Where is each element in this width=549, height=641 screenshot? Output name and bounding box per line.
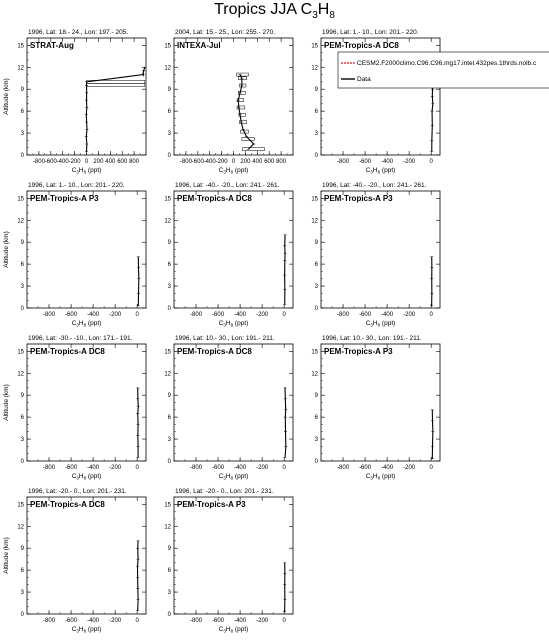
x-axis-label-part: H bbox=[225, 320, 231, 327]
y-tick-label: 0 bbox=[314, 459, 318, 465]
y-tick-label: 6 bbox=[167, 262, 171, 269]
panel-header: 1996, Lat: 10.- 30., Lon: 191.- 211. bbox=[175, 335, 275, 342]
x-tick-label: 0 bbox=[135, 618, 139, 624]
plot-area bbox=[85, 67, 147, 151]
x-tick-label: -400 bbox=[381, 159, 394, 165]
x-tick-label: 0 bbox=[282, 618, 286, 624]
x-axis-label bbox=[219, 320, 249, 328]
x-axis-label bbox=[72, 320, 102, 328]
x-axis-label-part: (ppt) bbox=[86, 473, 102, 480]
x-axis-label-part: (ppt) bbox=[380, 167, 396, 174]
x-axis-label-part: C bbox=[365, 167, 371, 174]
x-axis-label-part: 3 bbox=[76, 628, 79, 634]
data-range-box bbox=[87, 83, 145, 86]
y-tick-label: 3 bbox=[314, 284, 318, 291]
x-tick-label: 0 bbox=[135, 465, 139, 471]
x-tick-label: 0 bbox=[429, 312, 433, 318]
data-range-box bbox=[242, 148, 264, 151]
panel-7 bbox=[3, 335, 146, 481]
x-axis-label-part: C bbox=[218, 626, 224, 633]
campaign-label: PEM-Tropics-A DC8 bbox=[324, 41, 399, 50]
panel-header: 1996, Lat: -20.- 0., Lon: 201.- 231. bbox=[175, 488, 274, 495]
x-tick-label: 200 bbox=[240, 159, 251, 165]
data-profile-line bbox=[285, 388, 286, 457]
x-axis-label bbox=[72, 167, 102, 175]
x-tick-label: -400 bbox=[56, 159, 69, 165]
y-tick-label: 6 bbox=[20, 568, 24, 575]
x-tick-label: -800 bbox=[190, 618, 203, 624]
x-tick-label: -800 bbox=[179, 159, 192, 165]
y-tick-label: 12 bbox=[17, 371, 24, 378]
y-tick-label: 12 bbox=[164, 524, 171, 531]
y-tick-label: 15 bbox=[17, 349, 24, 356]
x-axis-label-part: H bbox=[78, 626, 84, 633]
panel-header: 1996, Lat: 1.- 10., Lon: 201.- 220. bbox=[322, 29, 419, 36]
x-axis-label-part: 3 bbox=[223, 322, 226, 328]
plot-area bbox=[236, 73, 264, 151]
legend bbox=[338, 52, 549, 88]
x-tick-label: -600 bbox=[65, 618, 78, 624]
x-axis-label-part: C bbox=[365, 320, 371, 327]
campaign-label: INTEXA-Jul bbox=[177, 41, 221, 50]
x-axis-label-part: 3 bbox=[370, 169, 373, 175]
x-axis-label-part: C bbox=[71, 626, 77, 633]
y-axis-label: Altitude (km) bbox=[3, 231, 10, 268]
data-profile-line bbox=[138, 388, 139, 457]
x-tick-label: -600 bbox=[359, 159, 372, 165]
x-tick-label: -200 bbox=[403, 159, 416, 165]
x-axis-label-part: C bbox=[71, 320, 77, 327]
x-tick-label: -600 bbox=[44, 159, 57, 165]
y-tick-label: 6 bbox=[314, 415, 318, 422]
x-tick-label: -200 bbox=[215, 159, 228, 165]
x-axis-label-part: (ppt) bbox=[233, 626, 249, 633]
y-tick-label: 15 bbox=[164, 349, 171, 356]
y-tick-label: 0 bbox=[167, 459, 171, 465]
y-tick-label: 15 bbox=[164, 196, 171, 203]
x-axis-label-part: C bbox=[365, 473, 371, 480]
x-tick-label: 0 bbox=[84, 159, 89, 165]
x-axis-label bbox=[219, 473, 249, 481]
x-axis-label-part: C bbox=[218, 473, 224, 480]
x-axis-label-part: 3 bbox=[223, 475, 226, 481]
panel-6 bbox=[311, 182, 440, 328]
x-tick-label: -400 bbox=[203, 159, 216, 165]
plot-area bbox=[136, 541, 140, 610]
y-tick-label: 9 bbox=[20, 546, 24, 553]
plot-frame bbox=[321, 344, 440, 461]
x-axis-label-part: (ppt) bbox=[233, 320, 249, 327]
x-tick-label: -200 bbox=[256, 312, 269, 318]
x-tick-label: -600 bbox=[359, 312, 372, 318]
panel-5 bbox=[164, 182, 293, 328]
y-tick-label: 6 bbox=[314, 262, 318, 269]
y-tick-label: 15 bbox=[17, 43, 24, 50]
x-tick-label: -600 bbox=[212, 618, 225, 624]
legend-data-label: Data bbox=[357, 76, 371, 83]
x-tick-label: -400 bbox=[87, 465, 100, 471]
x-tick-label: 800 bbox=[276, 159, 287, 165]
x-axis-label bbox=[219, 626, 249, 634]
x-axis-label-part: (ppt) bbox=[233, 167, 249, 174]
panel-1 bbox=[3, 29, 146, 175]
x-tick-label: -600 bbox=[212, 465, 225, 471]
x-axis-label-part: (ppt) bbox=[86, 626, 102, 633]
panel-header: 1996, Lat: -20.- 0., Lon: 201.- 231. bbox=[28, 488, 127, 495]
x-axis-label bbox=[219, 167, 249, 175]
plot-frame bbox=[174, 38, 293, 155]
plot-frame bbox=[27, 191, 146, 308]
plot-frame bbox=[174, 191, 293, 308]
x-axis-label-part: H bbox=[78, 473, 84, 480]
y-tick-label: 3 bbox=[167, 131, 171, 138]
panel-11 bbox=[164, 488, 293, 634]
x-axis-label-part: 8 bbox=[83, 628, 87, 634]
x-axis-label-part: 8 bbox=[230, 322, 234, 328]
title-mid: H bbox=[317, 1, 330, 18]
plot-area bbox=[284, 388, 288, 457]
x-axis-label-part: H bbox=[372, 320, 378, 327]
x-axis-label-part: C bbox=[71, 473, 77, 480]
x-tick-label: -800 bbox=[43, 618, 56, 624]
y-tick-label: 15 bbox=[164, 43, 171, 50]
y-tick-label: 3 bbox=[314, 131, 318, 138]
panel-4 bbox=[3, 182, 146, 328]
x-tick-label: -200 bbox=[403, 312, 416, 318]
x-tick-label: 0 bbox=[282, 465, 286, 471]
y-tick-label: 9 bbox=[167, 546, 171, 553]
y-tick-label: 0 bbox=[314, 153, 318, 159]
x-axis-label-part: (ppt) bbox=[380, 320, 396, 327]
y-tick-label: 6 bbox=[167, 109, 171, 116]
y-tick-label: 9 bbox=[167, 393, 171, 400]
y-tick-label: 3 bbox=[20, 131, 24, 138]
y-tick-label: 6 bbox=[167, 415, 171, 422]
plot-area bbox=[283, 235, 286, 304]
y-tick-label: 0 bbox=[167, 153, 171, 159]
y-tick-label: 15 bbox=[311, 349, 318, 356]
y-tick-label: 15 bbox=[17, 502, 24, 509]
y-tick-label: 9 bbox=[167, 240, 171, 247]
x-tick-label: 0 bbox=[135, 312, 139, 318]
x-tick-label: -400 bbox=[234, 618, 247, 624]
campaign-label: PEM-Tropics-A P3 bbox=[324, 347, 393, 356]
plot-area bbox=[431, 410, 435, 459]
x-axis-label-part: 3 bbox=[370, 475, 373, 481]
x-axis-label-part: 3 bbox=[76, 322, 79, 328]
data-profile-line bbox=[86, 67, 145, 151]
x-tick-label: 200 bbox=[93, 159, 104, 165]
x-tick-label: -800 bbox=[32, 159, 45, 165]
y-tick-label: 12 bbox=[311, 371, 318, 378]
y-tick-label: 12 bbox=[311, 65, 318, 72]
y-tick-label: 0 bbox=[167, 612, 171, 618]
panel-2 bbox=[164, 29, 293, 175]
y-tick-label: 12 bbox=[17, 524, 24, 531]
x-tick-label: 0 bbox=[282, 312, 286, 318]
plot-area bbox=[430, 82, 434, 151]
campaign-label: PEM-Tropics-A DC8 bbox=[177, 347, 252, 356]
x-axis-label-part: (ppt) bbox=[233, 473, 249, 480]
y-tick-label: 3 bbox=[167, 590, 171, 597]
plot-area bbox=[430, 257, 433, 306]
data-profile-line bbox=[432, 410, 433, 459]
x-axis-label-part: 3 bbox=[223, 628, 226, 634]
x-axis-label-part: 3 bbox=[223, 169, 226, 175]
x-tick-label: -800 bbox=[43, 465, 56, 471]
x-tick-label: -800 bbox=[43, 312, 56, 318]
x-tick-label: 800 bbox=[129, 159, 140, 165]
y-tick-label: 9 bbox=[20, 87, 24, 94]
y-tick-label: 3 bbox=[20, 590, 24, 597]
panel-10 bbox=[3, 488, 146, 634]
y-tick-label: 0 bbox=[20, 612, 24, 618]
x-tick-label: 600 bbox=[264, 159, 275, 165]
x-tick-label: -200 bbox=[109, 618, 122, 624]
x-axis-label-part: 3 bbox=[76, 475, 79, 481]
y-tick-label: 0 bbox=[314, 306, 318, 312]
y-tick-label: 0 bbox=[167, 306, 171, 312]
x-axis-label-part: (ppt) bbox=[86, 167, 102, 174]
y-tick-label: 0 bbox=[20, 153, 24, 159]
y-tick-label: 12 bbox=[17, 218, 24, 225]
panel-3 bbox=[311, 29, 549, 175]
plot-area bbox=[283, 563, 286, 612]
x-axis-label-part: H bbox=[225, 473, 231, 480]
y-tick-label: 6 bbox=[167, 568, 171, 575]
plot-area bbox=[136, 388, 140, 457]
campaign-label: PEM-Tropics-A P3 bbox=[30, 194, 99, 203]
x-tick-label: -800 bbox=[190, 465, 203, 471]
y-tick-label: 9 bbox=[314, 240, 318, 247]
y-tick-label: 15 bbox=[164, 502, 171, 509]
x-tick-label: -800 bbox=[190, 312, 203, 318]
y-tick-label: 9 bbox=[20, 240, 24, 247]
x-tick-label: -200 bbox=[256, 618, 269, 624]
x-tick-label: -600 bbox=[191, 159, 204, 165]
y-tick-label: 6 bbox=[314, 109, 318, 116]
x-tick-label: 400 bbox=[105, 159, 116, 165]
y-tick-label: 15 bbox=[311, 43, 318, 50]
x-tick-label: 400 bbox=[252, 159, 263, 165]
y-tick-label: 15 bbox=[17, 196, 24, 203]
x-axis-label-part: H bbox=[372, 167, 378, 174]
legend-model-label: CESM2.F2000climo.C96.C96.mg17.intel.432pes.1thrds.nolb.c bbox=[357, 60, 537, 67]
x-axis-label-part: C bbox=[218, 320, 224, 327]
y-axis-label: Altitude (km) bbox=[3, 537, 10, 574]
panel-header: 1996, Lat: 18.- 24., Lon: 197.- 205. bbox=[28, 29, 129, 36]
y-tick-label: 6 bbox=[20, 415, 24, 422]
y-tick-label: 12 bbox=[311, 218, 318, 225]
campaign-label: PEM-Tropics-A P3 bbox=[177, 500, 246, 509]
y-tick-label: 15 bbox=[311, 196, 318, 203]
x-axis-label-part: 8 bbox=[377, 475, 381, 481]
y-axis-label: Altitude (km) bbox=[3, 384, 10, 421]
data-range-box bbox=[236, 73, 248, 76]
y-tick-label: 9 bbox=[20, 393, 24, 400]
x-tick-label: -200 bbox=[109, 312, 122, 318]
y-tick-label: 3 bbox=[167, 284, 171, 291]
x-axis-label-part: 8 bbox=[230, 628, 234, 634]
y-tick-label: 3 bbox=[167, 437, 171, 444]
panel-header: 1996, Lat: -30.- -10., Lon: 171.- 191. bbox=[28, 335, 133, 342]
x-tick-label: -200 bbox=[68, 159, 81, 165]
data-profile-line bbox=[138, 257, 139, 306]
x-tick-label: -800 bbox=[337, 465, 350, 471]
x-axis-label bbox=[366, 320, 396, 328]
x-tick-label: -200 bbox=[109, 465, 122, 471]
y-tick-label: 12 bbox=[164, 371, 171, 378]
y-tick-label: 3 bbox=[20, 437, 24, 444]
x-tick-label: 0 bbox=[429, 159, 433, 165]
x-axis-label-part: C bbox=[71, 167, 77, 174]
x-axis-label-part: H bbox=[225, 167, 231, 174]
y-tick-label: 0 bbox=[20, 459, 24, 465]
x-tick-label: 0 bbox=[429, 465, 433, 471]
x-axis-label-part: 8 bbox=[83, 169, 87, 175]
y-tick-label: 9 bbox=[314, 393, 318, 400]
y-axis-label: Altitude (km) bbox=[3, 78, 10, 115]
panel-header: 1996, Lat: -40.- -20., Lon: 241.- 261. bbox=[322, 182, 427, 189]
x-tick-label: -800 bbox=[337, 312, 350, 318]
data-profile-line bbox=[138, 541, 139, 610]
x-axis-label-part: 8 bbox=[230, 169, 234, 175]
x-tick-label: -400 bbox=[234, 465, 247, 471]
panel-header: 2004, Lat: 15.- 25., Lon: 255.- 270. bbox=[175, 29, 276, 36]
x-tick-label: 0 bbox=[231, 159, 236, 165]
plot-frame bbox=[321, 191, 440, 308]
y-tick-label: 0 bbox=[20, 306, 24, 312]
x-tick-label: 600 bbox=[117, 159, 128, 165]
x-tick-label: -400 bbox=[87, 618, 100, 624]
x-axis-label-part: (ppt) bbox=[86, 320, 102, 327]
title-sub-3: 3 bbox=[312, 10, 318, 22]
x-axis-label bbox=[72, 473, 102, 481]
x-tick-label: -400 bbox=[381, 312, 394, 318]
x-axis-label bbox=[72, 626, 102, 634]
plot-frame bbox=[27, 497, 146, 614]
y-tick-label: 12 bbox=[17, 65, 24, 72]
panel-8 bbox=[164, 335, 293, 481]
x-tick-label: -600 bbox=[65, 465, 78, 471]
x-axis-label-part: 8 bbox=[377, 169, 381, 175]
x-axis-label-part: C bbox=[218, 167, 224, 174]
y-tick-label: 3 bbox=[20, 284, 24, 291]
campaign-label: PEM-Tropics-A DC8 bbox=[30, 347, 105, 356]
title-main: Tropics JJA C bbox=[214, 1, 313, 18]
x-axis-label-part: 8 bbox=[377, 322, 381, 328]
x-axis-label-part: 8 bbox=[83, 322, 87, 328]
y-tick-label: 9 bbox=[167, 87, 171, 94]
x-axis-label bbox=[366, 473, 396, 481]
x-axis-label-part: H bbox=[372, 473, 378, 480]
plot-frame bbox=[27, 344, 146, 461]
panel-header: 1996, Lat: 10.- 30., Lon: 191.- 211. bbox=[322, 335, 422, 342]
panel-header: 1996, Lat: -40.- -20., Lon: 241.- 261. bbox=[175, 182, 280, 189]
x-axis-label-part: 3 bbox=[76, 169, 79, 175]
x-axis-label bbox=[366, 167, 396, 175]
x-tick-label: -200 bbox=[403, 465, 416, 471]
x-tick-label: -600 bbox=[212, 312, 225, 318]
campaign-label: PEM-Tropics-A P3 bbox=[324, 194, 393, 203]
x-axis-label-part: H bbox=[78, 167, 84, 174]
data-profile-line bbox=[432, 82, 433, 151]
y-tick-label: 3 bbox=[314, 437, 318, 444]
x-axis-label-part: 3 bbox=[370, 322, 373, 328]
x-axis-label-part: (ppt) bbox=[380, 473, 396, 480]
x-axis-label-part: H bbox=[78, 320, 84, 327]
x-axis-label-part: H bbox=[225, 626, 231, 633]
panel-header: 1996, Lat: 1.- 10., Lon: 201.- 220. bbox=[28, 182, 125, 189]
x-axis-label-part: 8 bbox=[230, 475, 234, 481]
x-tick-label: -400 bbox=[87, 312, 100, 318]
y-tick-label: 12 bbox=[164, 218, 171, 225]
x-tick-label: -600 bbox=[359, 465, 372, 471]
plot-area bbox=[137, 257, 141, 306]
plot-frame bbox=[174, 344, 293, 461]
x-tick-label: -800 bbox=[337, 159, 350, 165]
title-sub-8: 8 bbox=[329, 10, 335, 22]
x-axis-label-part: 8 bbox=[83, 475, 87, 481]
y-tick-label: 9 bbox=[314, 87, 318, 94]
campaign-label: PEM-Tropics-A DC8 bbox=[30, 500, 105, 509]
y-tick-label: 12 bbox=[164, 65, 171, 72]
x-tick-label: -600 bbox=[65, 312, 78, 318]
campaign-label: PEM-Tropics-A DC8 bbox=[177, 194, 252, 203]
panel-9 bbox=[311, 335, 440, 481]
x-tick-label: -400 bbox=[381, 465, 394, 471]
y-tick-label: 6 bbox=[20, 262, 24, 269]
plot-frame bbox=[174, 497, 293, 614]
y-tick-label: 6 bbox=[20, 109, 24, 116]
x-tick-label: -400 bbox=[234, 312, 247, 318]
x-tick-label: -200 bbox=[256, 465, 269, 471]
campaign-label: STRAT-Aug bbox=[30, 41, 74, 50]
